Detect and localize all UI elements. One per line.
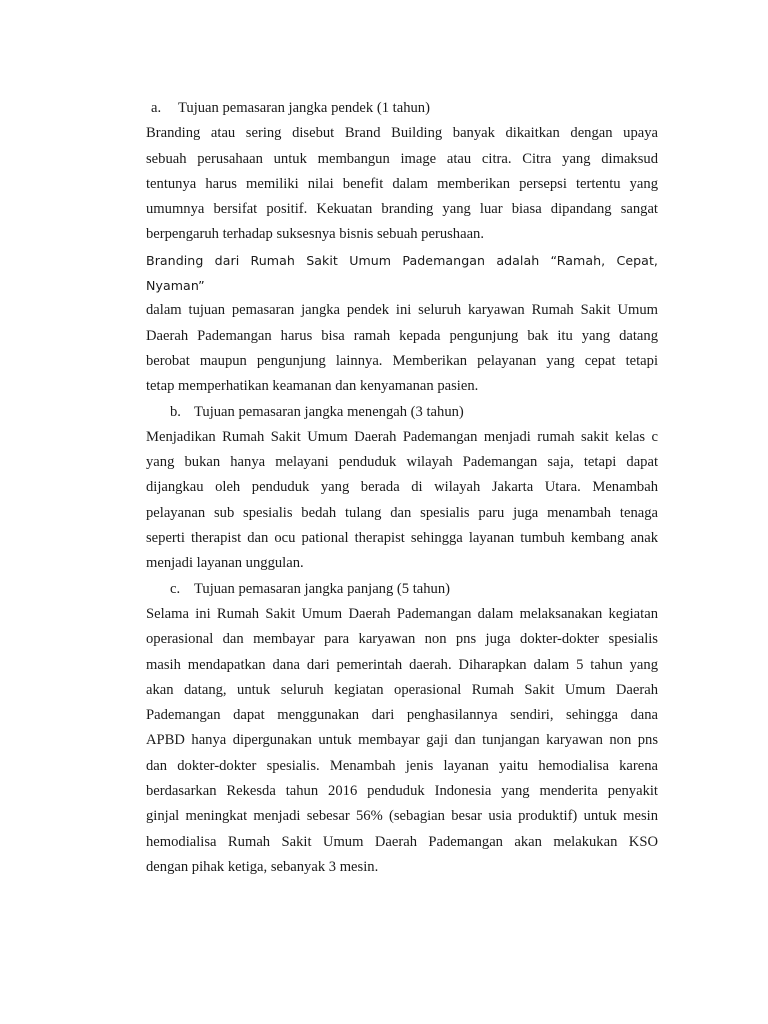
text-line: pelayanan sub spesialis bedah tulang dan spesialis paru juga menambah tenaga bbox=[146, 504, 658, 521]
text-line: Daerah Pademangan harus bisa ramah kepada pengunjung bak itu yang datang bbox=[146, 327, 658, 344]
text-line: seperti therapist dan ocu pational therapist sehingga layanan tumbuh kembang anak bbox=[146, 530, 658, 547]
text-line: Branding atau sering disebut Brand Building banyak dikaitkan dengan upaya bbox=[146, 125, 658, 142]
text-line: dijangkau oleh penduduk yang berada di wilayah Jakarta Utara. Menambah bbox=[146, 479, 658, 496]
text-line: APBD hanya dipergunakan untuk membayar gaji dan tunjangan karyawan non pns bbox=[146, 732, 658, 749]
text-line: yang bukan hanya melayani penduduk wilayah Pademangan saja, tetapi dapat bbox=[146, 454, 658, 471]
list-marker: a. bbox=[151, 100, 162, 116]
text-line: tentunya harus memiliki nilai benefit dalam memberikan persepsi tertentu yang bbox=[146, 175, 658, 192]
section-heading-mid-term bbox=[146, 400, 658, 425]
text-line: Selama ini Rumah Sakit Umum Daerah Pademangan dalam melaksanakan kegiatan bbox=[146, 605, 658, 622]
text-line: umumnya bersifat positif. Kekuatan branding yang luar biasa dipandang sangat bbox=[146, 201, 658, 218]
paragraph-mid-term bbox=[146, 425, 658, 577]
paragraph-branding bbox=[146, 121, 658, 247]
text-line: tetap memperhatikan keamanan dan kenyamanan pasien. bbox=[146, 378, 479, 395]
text-line: Pademangan dapat menggunakan dari penghasilannya sendiri, sehingga dana bbox=[146, 707, 658, 724]
list-marker: b. bbox=[170, 403, 181, 420]
text-line: ginjal meningkat menjadi sebesar 56% (sebagian besar usia produktif) untuk mesin bbox=[146, 808, 658, 825]
text-line: berobat maupun pengunjung lainnya. Memberikan pelayanan yang cepat tetapi bbox=[146, 352, 658, 369]
text-line-sans: Branding dari Rumah Sakit Umum Pademangan adalah “Ramah, Cepat, Nyaman” bbox=[146, 252, 658, 294]
list-marker: c. bbox=[170, 580, 181, 597]
text-line: sebuah perusahaan untuk membangun image atau citra. Citra yang dimaksud bbox=[146, 150, 658, 167]
text-line: menjadi layanan unggulan. bbox=[146, 555, 304, 572]
text-line: hemodialisa Rumah Sakit Umum Daerah Pademangan akan melakukan KSO bbox=[146, 833, 658, 850]
section-title: Tujuan pemasaran jangka panjang (5 tahun) bbox=[194, 580, 450, 597]
text-line: dalam tujuan pemasaran jangka pendek ini seluruh karyawan Rumah Sakit Umum bbox=[146, 302, 658, 319]
text-line: Menjadikan Rumah Sakit Umum Daerah Pademangan menjadi rumah sakit kelas c bbox=[146, 428, 658, 445]
text-line: berdasarkan Rekesda tahun 2016 penduduk Indonesia yang menderita penyakit bbox=[146, 783, 658, 800]
text-line: dengan pihak ketiga, sebanyak 3 mesin. bbox=[146, 858, 379, 875]
text-line: operasional dan membayar para karyawan non pns juga dokter-dokter spesialis bbox=[146, 631, 658, 648]
section-heading-short-term bbox=[146, 96, 658, 121]
section-title: Tujuan pemasaran jangka menengah (3 tahun) bbox=[194, 403, 464, 420]
document-body bbox=[146, 96, 658, 880]
text-line: akan datang, untuk seluruh kegiatan operasional Rumah Sakit Umum Daerah bbox=[146, 681, 658, 698]
paragraph-branding-motto bbox=[146, 248, 658, 400]
paragraph-long-term bbox=[146, 602, 658, 880]
text-line: berpengaruh terhadap suksesnya bisnis sebuah perushaan. bbox=[146, 226, 484, 243]
section-title: Tujuan pemasaran jangka pendek (1 tahun) bbox=[178, 100, 430, 116]
text-line: masih mendapatkan dana dari pemerintah daerah. Diharapkan dalam 5 tahun yang bbox=[146, 656, 658, 673]
section-heading-long-term bbox=[146, 577, 658, 602]
text-line: dan dokter-dokter spesialis. Menambah jenis layanan yaitu hemodialisa karena bbox=[146, 757, 658, 774]
